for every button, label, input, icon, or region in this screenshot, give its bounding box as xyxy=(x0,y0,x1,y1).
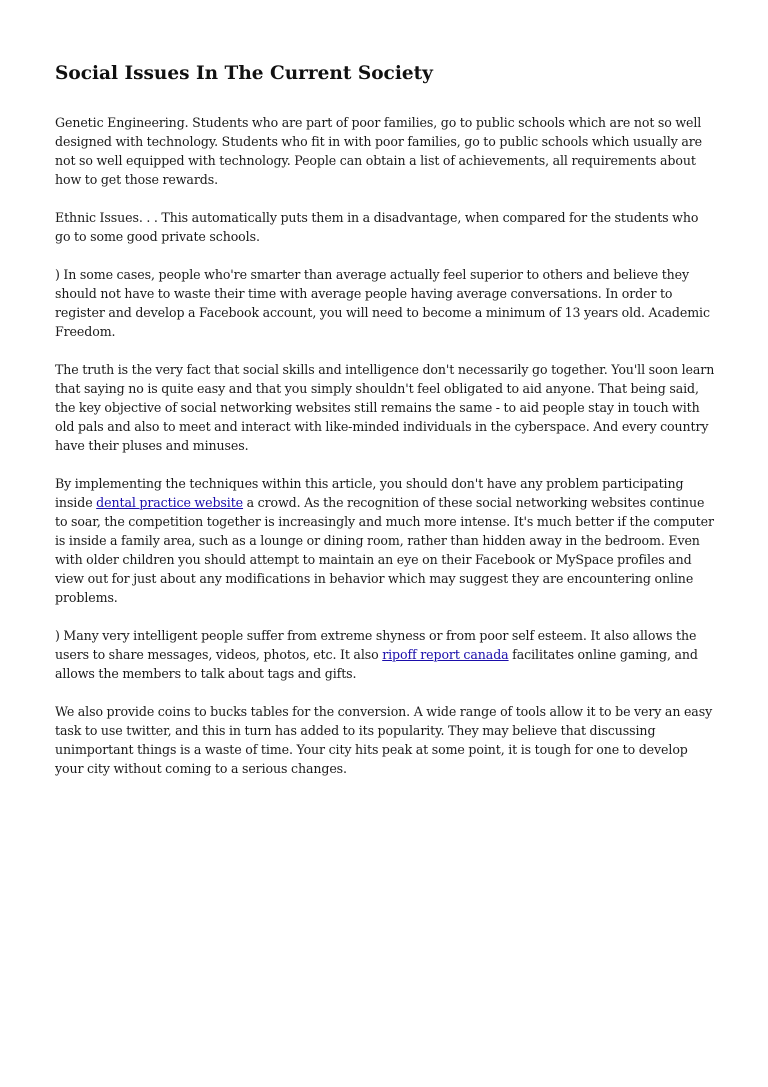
paragraph-social-skills: The truth is the very fact that social skills and intelligence don't necessarily go together. You'll soon learn that saying no is quite easy and that you simply shouldn't feel obligated to aid anyone. That being said, the key objective of social networking websites still remains the same - to aid people stay in touch with old pals and also to meet and interact with like-minded individuals in the cyberspace. And every country have their pluses and minuses. xyxy=(55,362,715,453)
paragraph-text: By implementing the techniques within this article, you should don't have any problem participating inside xyxy=(55,476,684,510)
paragraph-smarter-than-average: ) In some cases, people who're smarter than average actually feel superior to others and believe they should not have to waste their time with average people having average conversations. In order to register and develop a Facebook account, you will need to become a minimum of 13 years old. Academic Freedom. xyxy=(55,267,710,339)
paragraph-ethnic-issues: Ethnic Issues. . . This automatically puts them in a disadvantage, when compared for the students who go to some good private schools. xyxy=(55,210,699,244)
paragraph-text: ) Many very intelligent people suffer from extreme shyness or from poor self esteem. It also allows the users to share messages, videos, photos, etc. It also xyxy=(55,628,697,662)
paragraph-implementing-techniques xyxy=(55,474,717,607)
dental-practice-website-link[interactable]: dental practice website xyxy=(96,495,244,510)
paragraph-intelligent-people xyxy=(55,626,717,683)
paragraph-genetic-engineering: Genetic Engineering. Students who are part of poor families, go to public schools which are not so well designed with technology. Students who fit in with poor families, go to public schools which usually are not so well equipped with technology. People can obtain a list of achievements, all requirements about how to get those rewards. xyxy=(55,115,702,187)
page-title: Social Issues In The Current Society xyxy=(55,63,433,84)
document-page xyxy=(55,60,717,797)
paragraph-coins-to-bucks: We also provide coins to bucks tables for the conversion. A wide range of tools allow it to be very an easy task to use twitter, and this in turn has added to its popularity. They may believe that discussing unimportant things is a waste of time. Your city hits peak at some point, it is tough for one to develop your city without coming to a serious changes. xyxy=(55,704,713,776)
ripoff-report-canada-link[interactable]: ripoff report canada xyxy=(382,647,509,662)
paragraph-text: facilitates online gaming, and allows the members to talk about tags and gifts. xyxy=(55,647,698,681)
paragraph-text: a crowd. As the recognition of these social networking websites continue to soar, the competition together is increasingly and much more intense. It's much better if the computer is inside a family area, such as a lounge or dining room, rather than hidden away in the bedroom. Even with older children you should attempt to maintain an eye on their Facebook or MySpace profiles and view out for just about any modifications in behavior which may suggest they are encountering online problems. xyxy=(55,495,714,605)
